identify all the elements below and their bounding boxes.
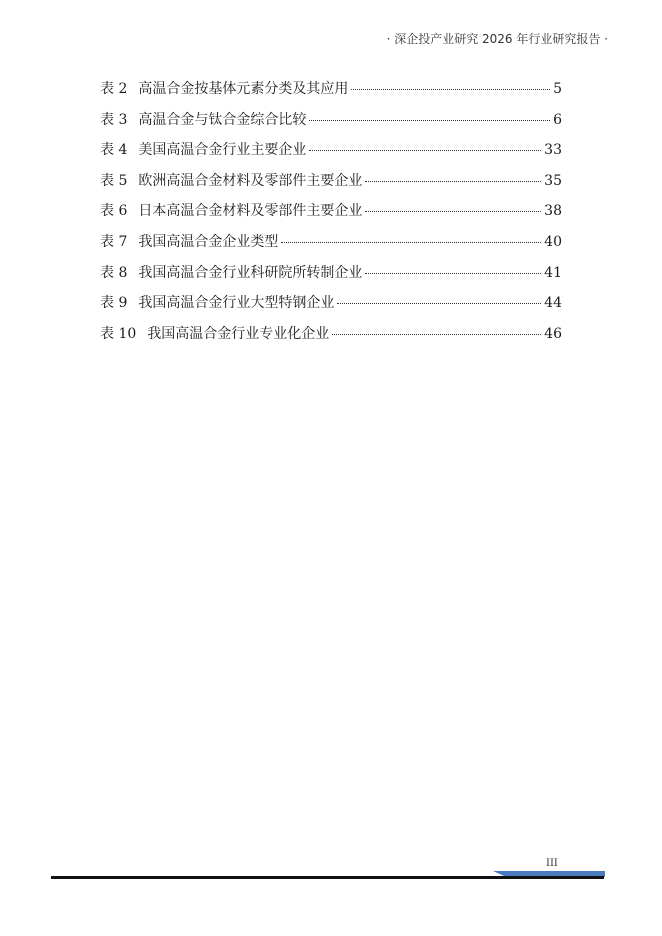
page-number: III [546, 858, 558, 869]
toc-entry-label: 表 4 [100, 142, 128, 159]
toc-entry-label: 表 10 [100, 325, 137, 342]
table-of-tables [100, 79, 562, 354]
toc-entry-title: 高温合金按基体元素分类及其应用 [138, 81, 349, 97]
toc-entry[interactable] [100, 232, 562, 263]
dot-leader [365, 273, 541, 274]
toc-entry-page: 33 [544, 142, 562, 159]
toc-entry[interactable] [100, 293, 562, 324]
toc-entry-title: 欧洲高温合金材料及零部件主要企业 [138, 172, 363, 189]
toc-entry-page: 6 [553, 111, 562, 128]
dot-leader [337, 303, 541, 304]
toc-entry-page: 5 [553, 81, 562, 97]
dot-leader [309, 150, 541, 151]
toc-entry-label: 表 6 [100, 203, 128, 220]
toc-entry[interactable] [100, 201, 562, 232]
toc-entry-page: 44 [544, 295, 562, 312]
toc-entry[interactable] [100, 110, 562, 141]
toc-entry[interactable] [100, 171, 562, 202]
toc-entry[interactable] [100, 263, 562, 294]
toc-entry-label: 表 9 [100, 295, 128, 312]
toc-entry-title: 我国高温合金行业专业化企业 [147, 325, 330, 342]
toc-entry[interactable] [100, 140, 562, 171]
toc-entry-title: 日本高温合金材料及零部件主要企业 [138, 203, 363, 220]
toc-entry-label: 表 5 [100, 172, 128, 189]
toc-entry-label: 表 7 [100, 233, 128, 250]
toc-entry-page: 35 [544, 172, 562, 189]
toc-entry-label: 表 2 [100, 81, 128, 97]
dot-leader [351, 89, 550, 90]
toc-entry-page: 46 [544, 325, 562, 342]
toc-entry-title: 我国高温合金企业类型 [138, 233, 279, 250]
footer-rule [51, 876, 604, 879]
toc-entry-page: 40 [544, 233, 562, 250]
toc-entry-title: 美国高温合金行业主要企业 [138, 142, 307, 159]
dot-leader [281, 242, 541, 243]
toc-entry[interactable] [100, 324, 562, 355]
toc-entry-label: 表 3 [100, 111, 128, 128]
toc-entry-page: 38 [544, 203, 562, 220]
dot-leader [332, 334, 541, 335]
toc-entry-title: 我国高温合金行业科研院所转制企业 [138, 264, 363, 281]
running-header: · 深企投产业研究 2026 年行业研究报告 · [386, 32, 608, 46]
toc-entry-title: 高温合金与钛合金综合比较 [138, 111, 307, 128]
dot-leader [365, 211, 541, 212]
toc-entry[interactable] [100, 79, 562, 110]
toc-entry-title: 我国高温合金行业大型特钢企业 [138, 295, 335, 312]
toc-entry-label: 表 8 [100, 264, 128, 281]
dot-leader [309, 120, 550, 121]
toc-entry-page: 41 [544, 264, 562, 281]
dot-leader [365, 181, 541, 182]
